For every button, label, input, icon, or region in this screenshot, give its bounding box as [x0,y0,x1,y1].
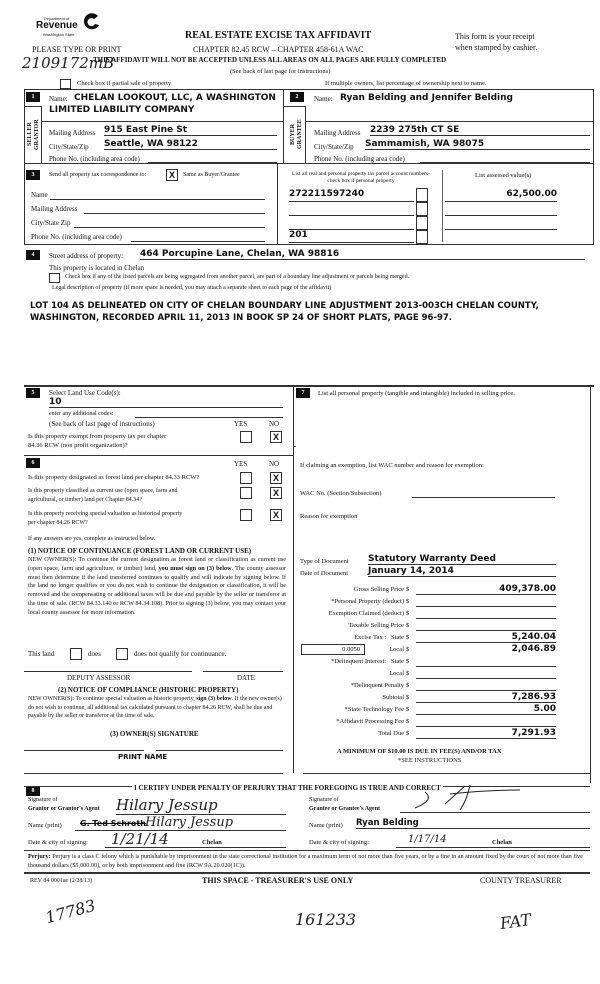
does-not-qualify-checkbox[interactable] [116,648,128,660]
tax-row-label: *Affidavit Processing Fee [336,718,404,725]
grantee-signature-icon [395,782,545,812]
yes-header: YES [234,420,248,428]
tax-row-value[interactable] [416,620,556,631]
seller-city-field[interactable]: Seattle, WA 98122 [104,139,277,150]
logo-main-text: Revenue [36,20,78,31]
tax-row-value[interactable] [416,596,556,607]
currency-sign: $ [406,682,410,689]
currency-sign: $ [406,718,410,725]
tax-row-label: Subtotal [382,694,404,701]
assessor-date-label: DATE [237,674,255,682]
assessed-value-field[interactable] [445,217,557,230]
grantee-date-field[interactable] [396,832,590,848]
logo-top-text: Department of [44,16,70,21]
tax-row [296,644,566,656]
grantee-label: GRANTEE [297,119,303,150]
no-header: NO [269,460,280,468]
currency-sign: $ [406,658,410,665]
grantor-signature-field[interactable]: Hilary Jessup [116,796,286,815]
tax-row-value[interactable]: 7,291.93 [416,728,556,739]
dor-logo [36,14,106,40]
wac-label: WAC No. (Section/Subsection) [300,490,382,497]
currency-sign: $ [406,586,410,593]
grantor-date-field[interactable] [105,832,286,848]
parcel-number-field[interactable]: 272211597240 [289,189,414,202]
grantor-name-handwritten: Hilary Jessup [145,815,234,830]
street-address-label: Street address of property: [49,252,124,260]
completion-warning: THIS AFFIDAVIT WILL NOT BE ACCEPTED UNLESS ALL AREAS ON ALL PAGES ARE FULLY COMPLETED [93,56,447,64]
minimum-due-note: A MINIMUM OF $10.00 IS DUE IN FEE(S) AND/OR TAX [337,748,502,755]
corr-phone-field[interactable] [131,233,265,242]
buyer-phone-label: Phone No. (including area code) [314,155,405,163]
same-as-buyer-label: Same as Buyer/Grantee [183,172,240,178]
seller-name-field-2[interactable]: LIMITED LIABILITY COMPANY [49,105,195,115]
grantor-date-value: 1/21/14 [111,830,169,848]
current-use-question: Is this property classified as current use (open space, farm and [28,488,178,494]
chapter-reference: CHAPTER 82.45 RCW – CHAPTER 458-61A WAC [193,45,364,54]
historical-question-2: per chapter 84.26 RCW? [28,520,88,526]
seller-phone-label: Phone No. (including area code) [49,155,140,163]
currency-sign: $ [406,598,410,605]
does-not-qualify-label: does not qualify for continuance. [134,650,227,658]
certify-statement: I CERTIFY UNDER PENALTY OF PERJURY THAT THE FOREGOING IS TRUE AND CORRECT [134,784,441,792]
tax-row [296,656,566,668]
seller-city-label: City/State/Zip [49,143,89,151]
notice-compliance-title: (2) NOTICE OF COMPLIANCE (HISTORIC PROPERTY) [58,686,239,694]
send-correspondence-label: Send all property tax correspondence to: [49,172,147,178]
exempt-no-checkbox[interactable]: X [270,431,282,443]
tax-row-label: Total Due [378,730,404,737]
tax-row-value[interactable] [416,716,556,727]
grantee-date-value: 1/17/14 [408,834,447,845]
located-in-text: This property is located in Chelan [49,264,145,272]
grantee-sig-label-2: Grantee or Grantee's Agent [309,806,381,812]
seller-name-label: Name: [49,95,68,103]
forest-no-checkbox[interactable]: X [270,472,282,484]
buyer-mailing-label: Mailing Address [314,129,361,137]
tax-row-value[interactable] [416,608,556,619]
currency-sign: $ [406,730,410,737]
currency-sign: $ [406,670,410,677]
parcel-number-field[interactable] [289,203,414,216]
no-header: NO [269,420,280,428]
corr-city-field[interactable] [74,219,265,228]
corr-name-label: Name [31,191,48,199]
logo-swirl-icon [82,12,102,32]
grantee-sig-label: Signature of [309,797,339,803]
tax-row [296,608,566,620]
doc-type-label: Type of Document [300,558,349,565]
tax-row [296,680,566,692]
currency-sign: $ [406,634,410,641]
section-5-badge: 5 [26,388,40,398]
local-rate-field[interactable]: 0.0050 [301,644,365,655]
historical-no-checkbox[interactable]: X [270,509,282,521]
assessed-value-field[interactable] [445,203,557,216]
tax-row-label: Local [389,670,404,677]
street-address-field[interactable]: 464 Porcupine Lane, Chelan, WA 98816 [140,249,585,260]
buyer-mailing-field[interactable]: 2239 275th CT SE [370,125,590,136]
assessed-value-field[interactable]: 62,500.00 [445,189,557,202]
corr-mailing-field[interactable] [84,205,265,214]
section-7-badge: 7 [296,388,310,398]
land-use-label: Select Land Use Code(s): [49,389,121,397]
doc-date-label: Date of Document [300,570,349,577]
grantor-date-label: Date & city of signing: [28,839,88,846]
grantor-name-field[interactable] [75,815,286,831]
doc-type-field[interactable]: Statutory Warranty Deed [368,554,556,565]
exempt-question-2: 84.36 RCW (non profit organization)? [28,442,128,449]
grantee-signature-field[interactable] [400,796,590,813]
tax-row [296,728,566,740]
grantor-name-struck: G. Ted Schroth [80,819,146,828]
seller-label: SELLER [27,122,33,147]
grantor-sig-label-2: Grantor or Grantor's Agent [28,806,100,812]
segregated-checkbox[interactable] [49,273,60,283]
segregated-label: Check box if any of the listed parcels are being segregated from another parcel, are part of a boundary line adjustment or parcels being merged. [65,274,410,280]
tax-row-value[interactable]: 5.00 [416,704,556,715]
tax-row [296,584,566,596]
tax-row-value[interactable]: 409,378.00 [416,584,556,595]
personal-property-checkbox[interactable] [416,216,428,230]
legal-description-line-2[interactable]: WASHINGTON, RECORDED APRIL 11, 2013 IN BOOK SP 24 OF SHORT PLATS, PAGE 96-97. [30,313,453,323]
buyer-phone-field[interactable] [420,155,590,163]
doc-date-field[interactable]: January 14, 2014 [368,566,556,577]
buyer-label: BUYER [290,124,296,146]
additional-codes-label: enter any additional codes: [49,411,114,417]
seller-name-field[interactable]: CHELAN LOOKOUT, LLC, A WASHINGTON [74,93,276,103]
additional-codes-field[interactable] [135,410,283,418]
tax-row [296,668,566,680]
see-instructions-note: *SEE INSTRUCTIONS [398,757,462,764]
personal-property-checkbox[interactable] [416,202,428,216]
assessed-header: List assessed value(s) [475,172,532,179]
wac-field[interactable] [412,490,555,498]
perjury-statement: Perjury: Perjury is a class C felony which is punishable by imprisonment in the state correctional institution for a maximum term of not more than five years, or by a fine in an amount fixed by the court of not more than five thousand dollars ($5,000.00), or by both imprisonment and fine (RCW 9A.20.020(1C)). [28,853,583,869]
this-land-label: This land [28,650,55,658]
currency-sign: $ [406,694,410,701]
current-use-no-checkbox[interactable]: X [270,487,282,499]
exemption-label: If claiming an exemption, list WAC number and reason for exemption: [300,462,484,469]
currency-sign: $ [406,610,410,617]
section-8-badge: 8 [26,786,40,796]
tax-row-label: *Delinquent Penalty [350,682,404,689]
tax-row-label: Taxable Selling Price [348,622,404,629]
historical-question: Is this property receiving special valuation as historical property [28,511,183,517]
currency-sign: $ [406,706,410,713]
personal-property-checkbox[interactable] [416,188,428,202]
currency-sign: $ [406,622,410,629]
tax-row-label: Gross Selling Price [353,586,404,593]
corr-city-label: City/State Zip [31,219,71,227]
corr-mailing-label: Mailing Address [31,205,78,213]
tax-row-value[interactable]: 2,046.89 [511,644,556,654]
grantor-name-label: Name (print) [28,822,62,829]
owner-signature-label: (3) OWNER(S) SIGNATURE [110,730,199,738]
handwritten-id: 2109172mB [22,54,115,72]
tax-row [296,716,566,728]
tax-row-value[interactable] [416,668,556,679]
personal-property-label: List all personal property (tangible and intangible) included in selling price. [318,390,515,397]
grantor-sig-label: Signature of [28,797,58,803]
section-1-badge: 1 [26,92,40,102]
notice-continuance-text: NEW OWNER(S): To continue the current designation as forest land or classification as current use (open space, farm and agriculture, or timber) land, you must sign on (3) below. The county assessor must then determine if the land transferred continues to qualify and will indicate by signing below. If the land no longer qualifies or you do not wish to continue the designation or classification, it will be removed and the compensating or additional taxes will be due and payable by the seller or transferor at the time of sale. (RCW 84.33.140 or RCW 84.34.108). Prior to signing (3) below, you may contact your local county assessor for more information. [28,556,287,616]
land-use-code-field[interactable]: 10 [49,397,283,408]
grantor-city-value: Chelan [202,839,222,846]
buyer-city-label: City/State/Zip [314,143,354,151]
treasurer-use-only: THIS SPACE - TREASURER'S USE ONLY [202,876,354,885]
corr-phone-label: Phone No. (including area code) [31,233,122,241]
please-type-note: PLEASE TYPE OR PRINT [32,45,122,54]
forest-yes-checkbox[interactable] [240,472,252,484]
county-treasurer-label: COUNTY TREASURER [480,876,562,885]
notice-compliance-text: NEW OWNER(S): To continue special valuation as historic property, sign (3) below. If the new owner(s) do not wish to continue, all additional tax calculated pursuant to chapter 84.26 RCW, shall be due and payable by the seller or transferor at the time of sale. [28,696,282,719]
if-yes-instruction: If any answers are yes, complete as instructed below. [28,536,156,542]
buyer-city-field[interactable]: Sammamish, WA 98075 [365,139,590,150]
same-as-buyer-checkbox[interactable]: X [166,169,178,181]
tax-row [296,620,566,632]
parcel-number-field[interactable] [289,217,414,230]
tax-row-label: Exemption Claimed (deduct) [328,610,404,617]
tax-row-label: *Personal Property (deduct) [331,598,404,605]
section-4-badge: 4 [26,250,40,260]
buyer-name-field[interactable]: Ryan Belding and Jennifer Belding [340,93,513,103]
grantee-name-label: Name (print) [309,822,343,829]
tax-row-value[interactable] [416,680,556,691]
grantor-label: GRANTOR [34,119,40,150]
exempt-yes-checkbox[interactable] [240,431,252,443]
tax-row-value[interactable]: 5,240.04 [416,632,556,643]
grantee-name-field[interactable]: Ryan Belding [356,818,590,829]
forest-land-question: Is this property designated as forest land per chapter 84.33 RCW? [28,474,200,481]
receipt-note-2: when stamped by cashier. [455,43,538,52]
section-2-badge: 2 [290,92,304,102]
partial-sale-label: Check box if partial sale of property [77,80,172,87]
legal-description-label: Legal description of property (if more space is needed, you may attach a separate sheet to each page of the affidavit) [52,285,332,291]
grantee-date-label: Date & city of signing: [309,839,369,846]
current-use-question-2: agricultural, or timber) land per Chapter 84.34? [28,497,142,503]
tax-row-value[interactable]: 7,286.93 [416,692,556,703]
current-use-yes-checkbox[interactable] [240,487,252,499]
partial-sale-checkbox[interactable] [60,79,71,89]
handwritten-initials: FAT [498,909,533,934]
form-title: REAL ESTATE EXCISE TAX AFFIDAVIT [185,30,372,41]
see-back-note: (See back of last page for instructions) [230,68,331,75]
yes-header: YES [234,460,248,468]
seller-mailing-label: Mailing Address [49,129,96,137]
buyer-name-label: Name: [314,95,333,103]
handwritten-number-2: 161233 [295,910,357,929]
print-name-label: PRINT NAME [118,753,168,761]
legal-description-line-1[interactable]: LOT 104 AS DELINEATED ON CITY OF CHELAN BOUNDARY LINE ADJUSTMENT 2013-003CH CHELAN COUNTY, [30,301,539,311]
reason-label: Reason for exemption [300,513,358,520]
exempt-question: Is this property exempt from property tax per chapter [28,433,167,440]
tax-row-label: *Delinquent Interest: State [331,658,404,665]
receipt-note: This form is your receipt [455,32,535,41]
seller-mailing-field[interactable]: 915 East Pine St [104,125,277,136]
tax-row-label: Local [389,646,404,653]
tax-row-label: *State Technology Fee [344,706,404,713]
personal-property-checkbox[interactable] [416,230,428,244]
historical-yes-checkbox[interactable] [240,509,252,521]
currency-sign: $ [406,646,410,653]
tax-row [296,692,566,704]
seller-phone-field[interactable] [148,155,277,163]
land-use-see-back: (See back of last page of instructions) [49,420,155,428]
section-3-badge: 3 [26,170,40,180]
section-6-badge: 6 [26,458,40,468]
multiple-owners-note: If multiple owners, list percentage of ownership next to name. [325,80,487,87]
does-label: does [88,650,101,658]
corr-name-field[interactable] [50,191,265,200]
tax-row-value[interactable] [416,656,556,667]
deputy-assessor-label: DEPUTY ASSESSOR [67,674,131,682]
tax-row-label: Excise Tax : State [354,634,404,641]
tax-row [296,596,566,608]
qualifies-checkbox[interactable] [70,648,82,660]
parcel-header: List all real and personal property tax parcel account numbers-check box if personal property [292,171,430,184]
tax-row [296,704,566,716]
grantee-city-value: Chelan [492,839,512,846]
form-revision: REV 84 0001ae (2/28/13) [30,878,93,884]
parcel-number-field[interactable]: 201 [289,230,414,243]
notice-continuance-title: (1) NOTICE OF CONTINUANCE (FOREST LAND OR CURRENT USE) [28,547,252,555]
logo-sub-text: Washington State [43,32,75,37]
tax-row [296,632,566,644]
handwritten-number-1: 17783 [43,895,98,928]
